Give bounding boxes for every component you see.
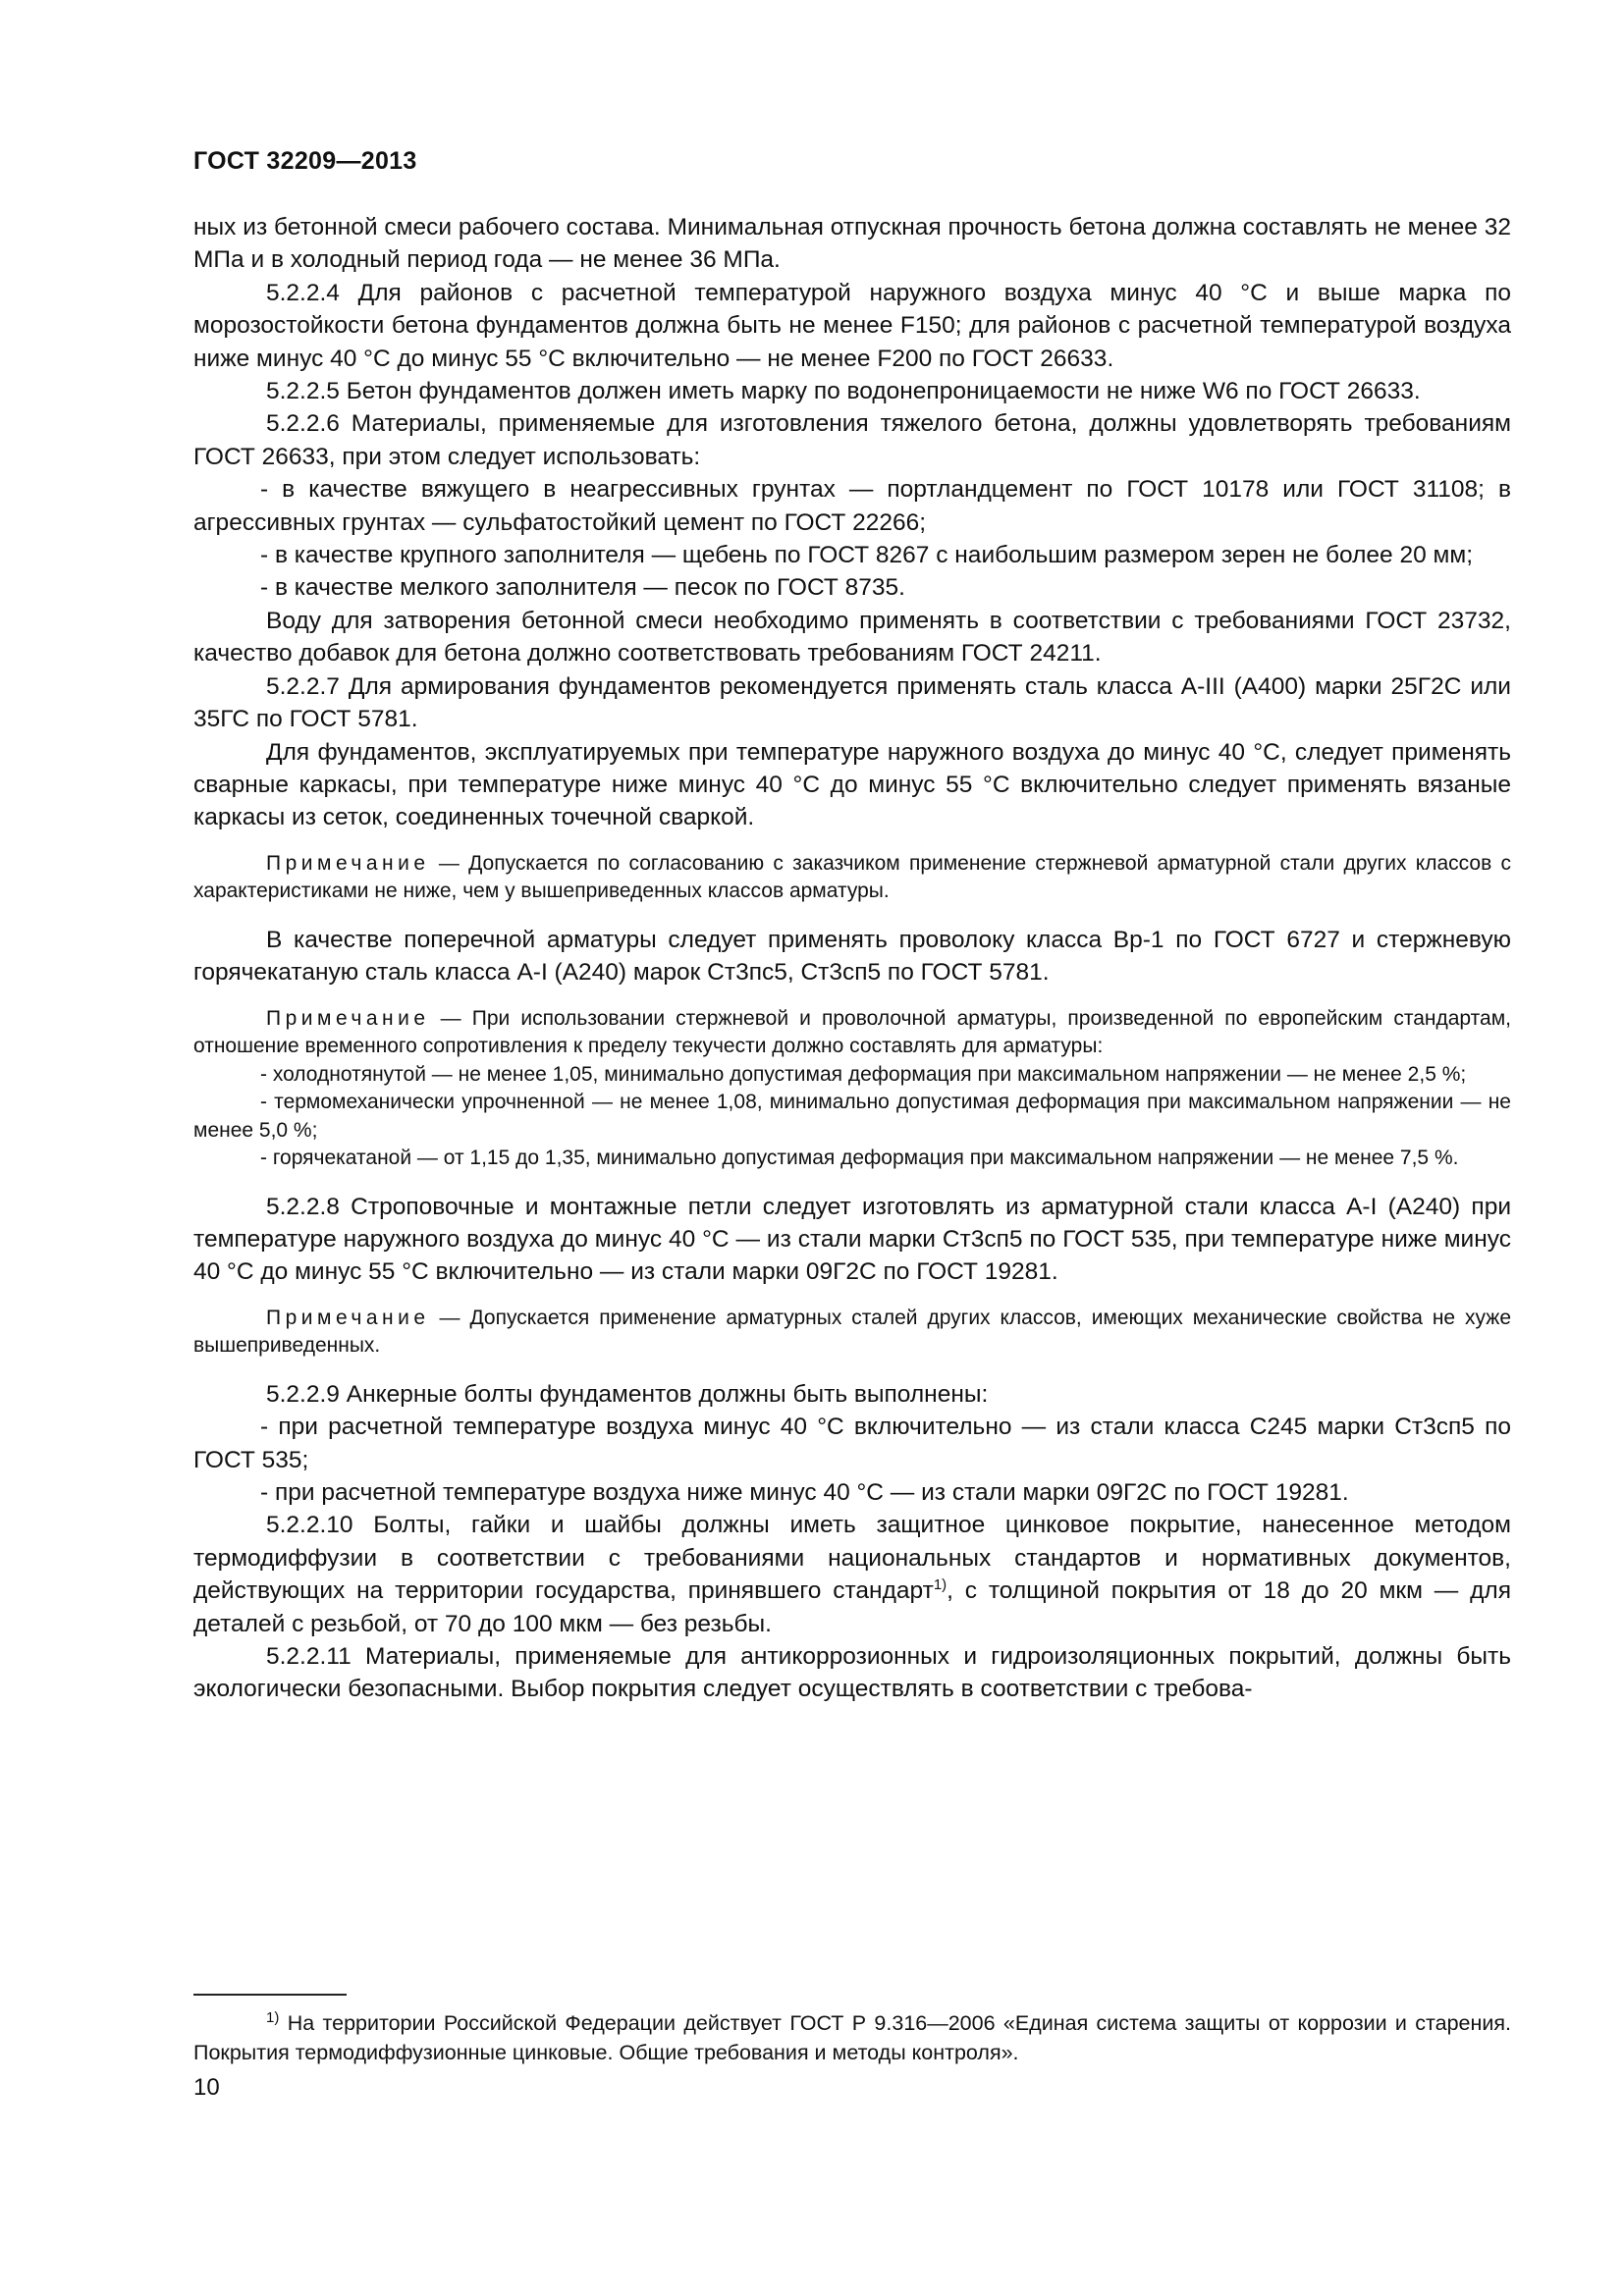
footnote-reference[interactable]: 1) — [933, 1576, 947, 1594]
paragraph-mixing-water: Воду для затворения бетонной смеси необходимо применять в соответствии с требованиями ГОСТ 23732, качество добавок для бетона должно соответствовать требованиям ГОСТ 24211. — [193, 607, 1511, 667]
footnote — [193, 2009, 1511, 2067]
note-list-item: - холоднотянутой — не менее 1,05, минимально допустимая деформация при максимальном напряжении — не менее 2,5 %; — [260, 1062, 1467, 1086]
paragraph-transverse-reinforcement: В качестве поперечной арматуры следует применять проволоку класса Вр-1 по ГОСТ 6727 и стержневую горячекатаную сталь класса А-I (А240) марок Ст3пс5, Ст3сп5 по ГОСТ 5781. — [193, 926, 1511, 987]
note-list-item: - горячекатаной — от 1,15 до 1,35, минимально допустимая деформация при максимальном напряжении — не менее 7,5 %. — [260, 1147, 1459, 1170]
note-list-item: - термомеханически упрочненной — не менее 1,08, минимально допустимая деформация при максимальном напряжении — не менее 5,0 %; — [193, 1091, 1511, 1142]
paragraph-5-2-2-5: 5.2.2.5 Бетон фундаментов должен иметь марку по водонепроницаемости не ниже W6 по ГОСТ 26633. — [266, 378, 1421, 405]
list-item-coarse-aggregate: - в качестве крупного заполнителя — щебень по ГОСТ 8267 с наибольшим размером зерен не более 20 мм; — [260, 542, 1474, 569]
note-label: Примечание — [266, 1006, 430, 1030]
paragraph-5-2-2-9: 5.2.2.9 Анкерные болты фундаментов должны быть выполнены: — [266, 1380, 989, 1408]
document-body — [193, 211, 1511, 1706]
list-item-binder: - в качестве вяжущего в неагрессивных грунтах — портландцемент по ГОСТ 10178 или ГОСТ 31108; в агрессивных грунтах — сульфатостойкий цемент по ГОСТ 22266; — [193, 476, 1511, 536]
note-text: — При использовании стержневой и проволочной арматуры, произведенной по европейским стандартам, отношение временного сопротивления к пределу текучести должно составлять для арматуры: — [193, 1006, 1511, 1058]
page-number: 10 — [193, 2074, 220, 2101]
paragraph-5-2-2-11: 5.2.2.11 Материалы, применяемые для антикоррозионных и гидроизоляционных покрытий, должны быть экологически безопасными. Выбор покрытия следует осуществлять в соответствии с требова- — [193, 1643, 1511, 1703]
paragraph-5-2-2-6: 5.2.2.6 Материалы, применяемые для изготовления тяжелого бетона, должны удовлетворять требованиям ГОСТ 26633, при этом следует использовать: — [193, 410, 1511, 470]
paragraph-frames: Для фундаментов, эксплуатируемых при температуре наружного воздуха до минус 40 °С, следует применять сварные каркасы, при температуре ниже минус 40 °С до минус 55 °С включительно следует применять вязаные каркасы из сеток, соединенных точечной сваркой. — [193, 738, 1511, 831]
note-2 — [193, 1005, 1511, 1173]
paragraph-5-2-2-10: 5.2.2.10 Болты, гайки и шайбы должны иметь защитное цинковое покрытие, нанесенное методом термодиффузии в соответствии с требованиями национальных стандартов и нормативных документов, действующих на территории государства, принявшего стандарт$^{1)}$, с толщиной покрытия от 18 до 20 мкм — для деталей с резьбой, от 70 до 100 мкм — без резьбы. — [193, 1512, 1511, 1637]
paragraph-5-2-2-8: 5.2.2.8 Строповочные и монтажные петли следует изготовлять из арматурной стали класса А-I (А240) при температуре наружного воздуха до минус 40 °С — из стали марки Ст3сп5 по ГОСТ 535, при температуре ниже минус 40 °С до минус 55 °С включительно — из стали марки 09Г2С по ГОСТ 19281. — [193, 1193, 1511, 1286]
paragraph-5-2-2-4: 5.2.2.4 Для районов с расчетной температурой наружного воздуха минус 40 °С и выше марка по морозостойкости бетона фундаментов должна быть не менее F150; для районов с расчетной температурой воздуха ниже минус 40 °С до минус 55 °С включительно — не менее F200 по ГОСТ 26633. — [193, 279, 1511, 372]
footnote-marker: 1) — [266, 2008, 280, 2026]
paragraph-continuation: ных из бетонной смеси рабочего состава. Минимальная отпускная прочность бетона должна составлять не менее 32 МПа и в холодный период года — не менее 36 МПа. — [193, 214, 1511, 274]
list-item-fine-aggregate: - в качестве мелкого заполнителя — песок по ГОСТ 8735. — [260, 574, 905, 602]
note-1 — [193, 850, 1511, 906]
document-header: ГОСТ 32209—2013 — [193, 147, 417, 175]
footnote-separator — [193, 1994, 347, 1996]
footnote-text: На территории Российской Федерации действует ГОСТ Р 9.316—2006 «Единая система защиты от коррозии и старения. Покрытия термодиффузионные цинковые. Общие требования и методы контроля». — [193, 2011, 1511, 2064]
note-label: Примечание — [266, 851, 430, 875]
note-text: — Допускается по согласованию с заказчиком применение стержневой арматурной стали других классов с характеристиками не ниже, чем у вышеприведенных классов арматуры. — [193, 851, 1511, 903]
note-text: — Допускается применение арматурных сталей других классов, имеющих механические свойства не хуже вышеприведенных. — [193, 1306, 1511, 1358]
paragraph-5-2-2-7: 5.2.2.7 Для армирования фундаментов рекомендуется применять сталь класса А-III (А400) марки 25Г2С или 35ГС по ГОСТ 5781. — [193, 672, 1511, 733]
list-item-anchor-bolts-40: - при расчетной температуре воздуха минус 40 °С включительно — из стали класса С245 марки Ст3сп5 по ГОСТ 535; — [193, 1414, 1511, 1473]
note-3 — [193, 1305, 1511, 1361]
list-item-anchor-bolts-below-40: - при расчетной температуре воздуха ниже минус 40 °С — из стали марки 09Г2С по ГОСТ 19281. — [260, 1478, 1349, 1506]
note-label: Примечание — [266, 1306, 430, 1329]
